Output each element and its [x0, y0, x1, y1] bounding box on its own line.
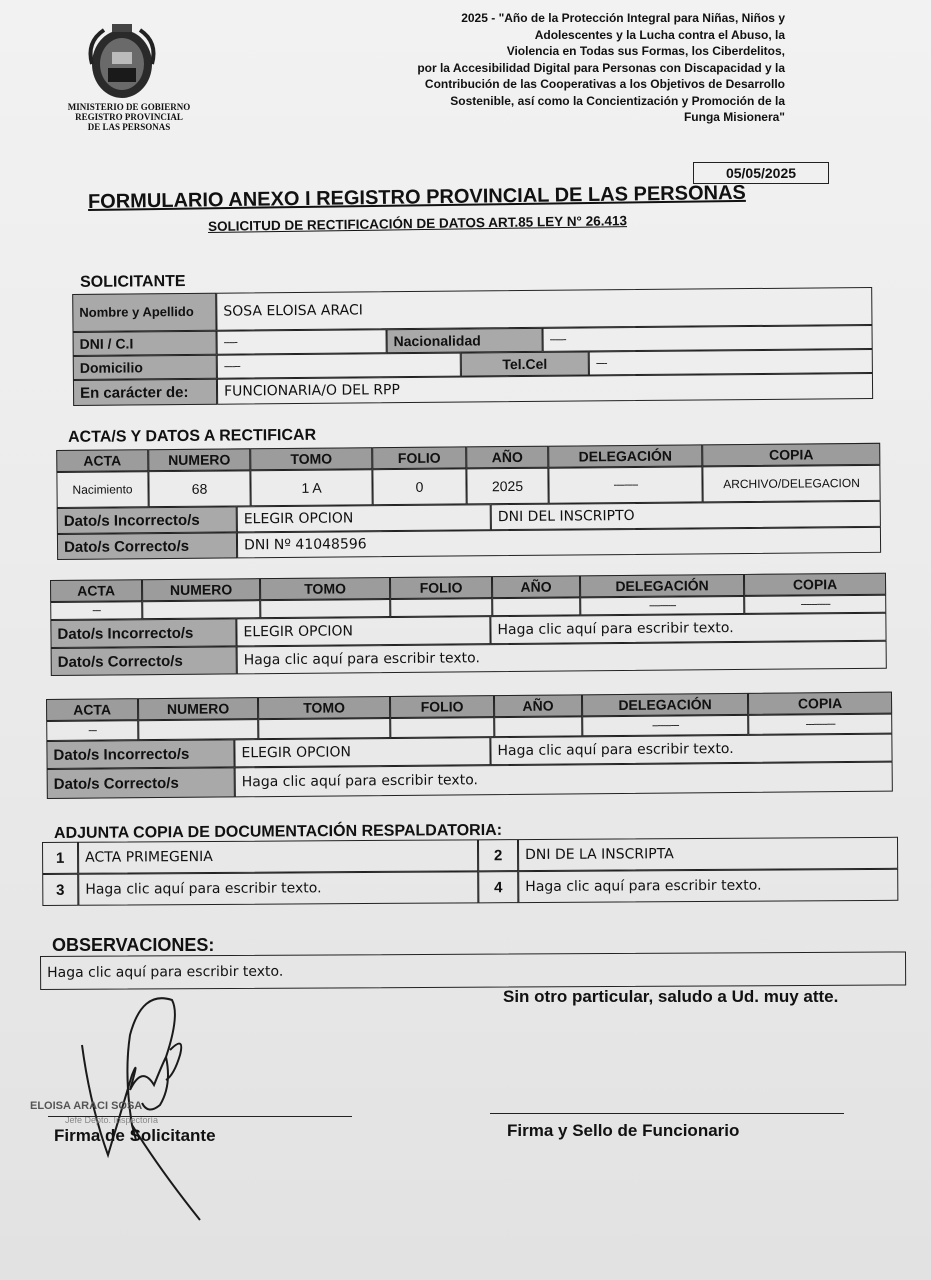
stamp-name: [30, 1100, 142, 1112]
solicitante-signature-label: Firma de Solicitante: [54, 1126, 216, 1145]
motto-line: Contribución de las Cooperativas a los Objetivos de Desarrollo: [424, 77, 785, 91]
header-copia: COPIA: [702, 443, 880, 467]
header-anio: AÑO: [466, 446, 548, 469]
observaciones-field[interactable]: Haga clic aquí para escribir texto.: [40, 951, 906, 990]
numero-field[interactable]: [138, 719, 258, 740]
dni-label: DNI / C.I: [73, 331, 217, 356]
correct-label: Dato/s Correcto/s: [51, 646, 237, 676]
header-tomo: TOMO: [258, 696, 390, 719]
adjunta-number: 1: [42, 842, 78, 874]
incorrect-value-field[interactable]: Haga clic aquí para escribir texto.: [490, 613, 886, 644]
header-copia: COPIA: [748, 692, 892, 715]
provincial-seal-logo: [78, 22, 166, 102]
anio-field[interactable]: [494, 716, 582, 737]
motto-line: Violencia en Todas sus Formas, los Ciberdelitos,: [506, 44, 785, 58]
anio-field[interactable]: 2025: [466, 468, 548, 505]
form-title: FORMULARIO ANEXO I REGISTRO PROVINCIAL DE LAS PERSONAS: [87, 181, 746, 213]
header-delegacion: DELEGACIÓN: [582, 693, 748, 716]
correct-label: Dato/s Correcto/s: [47, 767, 235, 799]
ministry-heading: [48, 102, 210, 132]
nacionalidad-label: Nacionalidad: [387, 328, 543, 353]
numero-field[interactable]: [142, 600, 260, 619]
domicilio-field[interactable]: ------: [217, 353, 461, 379]
correct-value-field[interactable]: Haga clic aquí para escribir texto.: [237, 641, 887, 675]
tomo-field[interactable]: [258, 718, 390, 739]
stamp-role: Jefe Depto. Inspectoría: [65, 1115, 159, 1125]
incorrect-option-select[interactable]: ELEGIR OPCION: [234, 737, 490, 767]
header-copia: COPIA: [744, 573, 886, 596]
caracter-field[interactable]: FUNCIONARIA/O DEL RPP: [217, 373, 873, 405]
correct-label: Dato/s Correcto/s: [57, 532, 237, 560]
adjunta-item-field[interactable]: Haga clic aquí para escribir texto.: [78, 871, 478, 905]
adjunta-number: 3: [42, 874, 78, 906]
header-folio: FOLIO: [372, 446, 466, 469]
adjunta-item-field[interactable]: DNI DE LA INSCRIPTA: [518, 837, 898, 871]
incorrect-label: Dato/s Incorrecto/s: [57, 506, 237, 534]
correct-value-field[interactable]: DNI Nº 41048596: [237, 527, 881, 559]
solicitante-signature-line: [48, 1116, 352, 1117]
header-numero: NUMERO: [148, 448, 250, 471]
adjunta-title: ADJUNTA COPIA DE DOCUMENTACIÓN RESPALDATORIA:: [53, 821, 503, 842]
ministry-line: MINISTERIO DE GOBIERNO: [67, 102, 191, 112]
acta-type-field[interactable]: ---: [46, 720, 138, 741]
header-delegacion: DELEGACIÓN: [548, 444, 702, 467]
header-anio: AÑO: [494, 694, 582, 717]
copia-field[interactable]: ARCHIVO/DELEGACION: [702, 465, 880, 503]
adjunta-item-field[interactable]: Haga clic aquí para escribir texto.: [518, 869, 898, 903]
caracter-label: En carácter de:: [73, 379, 217, 406]
adjunta-number: 2: [478, 839, 518, 871]
motto-line: por la Accesibilidad Digital para Personas con Discapacidad y la: [417, 60, 785, 75]
solicitante-section: [68, 265, 881, 408]
header-delegacion: DELEGACIÓN: [580, 574, 744, 597]
incorrect-label: Dato/s Incorrecto/s: [50, 618, 236, 648]
header-folio: FOLIO: [390, 576, 492, 599]
incorrect-value-field[interactable]: Haga clic aquí para escribir texto.: [490, 734, 892, 766]
funcionario-signature-label: Firma y Sello de Funcionario: [507, 1121, 740, 1140]
header-tomo: TOMO: [250, 447, 372, 470]
correct-value-field[interactable]: Haga clic aquí para escribir texto.: [235, 762, 893, 798]
header-anio: AÑO: [492, 575, 580, 598]
header-numero: NUMERO: [142, 578, 260, 601]
nombre-label: Nombre y Apellido: [72, 293, 216, 332]
ministry-line: REGISTRO PROVINCIAL: [75, 112, 183, 122]
actas-title: ACTA/S Y DATOS A RECTIFICAR: [68, 426, 317, 446]
tomo-field[interactable]: [260, 599, 390, 618]
folio-field[interactable]: [390, 598, 492, 617]
motto-line: Funga Misionera": [683, 110, 785, 124]
incorrect-option-select[interactable]: ELEGIR OPCION: [236, 616, 490, 646]
nacionalidad-field[interactable]: ------: [543, 325, 873, 352]
header-acta: ACTA: [46, 698, 138, 721]
anio-field[interactable]: [492, 597, 580, 616]
acta-type-field[interactable]: Nacimiento: [56, 471, 148, 508]
solicitante-title: SOLICITANTE: [80, 272, 186, 291]
header-numero: NUMERO: [138, 697, 258, 720]
incorrect-option-select[interactable]: ELEGIR OPCION: [237, 504, 491, 532]
acta-type-field[interactable]: ---: [50, 601, 142, 620]
acta-table-3: [46, 692, 897, 803]
stamp-name-text: ELOISA ARACI SOSA: [30, 1100, 143, 1112]
copia-field[interactable]: -----------: [748, 714, 892, 735]
header-acta: ACTA: [56, 449, 148, 472]
tomo-field[interactable]: 1 A: [250, 469, 372, 506]
adjunta-number: 4: [478, 871, 518, 903]
folio-field[interactable]: [390, 717, 494, 738]
telcel-field[interactable]: ----: [589, 349, 873, 375]
dni-field[interactable]: -----: [217, 329, 387, 354]
acta-table-1: [56, 421, 885, 562]
motto-line: 2025 - "Año de la Protección Integral para Niñas, Niños y: [461, 11, 785, 25]
observaciones-title: OBSERVACIONES:: [52, 935, 215, 955]
acta-table-2: [50, 573, 891, 680]
ministry-line: DE LAS PERSONAS: [87, 122, 171, 132]
adjunta-item-field[interactable]: ACTA PRIMEGENIA: [78, 839, 478, 873]
copia-field[interactable]: -----------: [744, 595, 886, 614]
incorrect-value-field[interactable]: DNI DEL INSCRIPTO: [491, 501, 881, 530]
form-subtitle: SOLICITUD DE RECTIFICACIÓN DE DATOS ART.85 LEY N° 26.413: [207, 213, 628, 234]
date-box: 05/05/2025: [693, 162, 829, 184]
numero-field[interactable]: 68: [148, 470, 250, 507]
delegacion-field[interactable]: ----------: [582, 715, 748, 736]
year-motto: [340, 10, 785, 126]
motto-line: Sostenible, así como la Concientización y Promoción de la: [450, 93, 785, 108]
telcel-label: Tel.Cel: [461, 351, 589, 376]
motto-line: Adolescentes y la Lucha contra el Abuso, la: [534, 27, 785, 42]
delegacion-field[interactable]: ---------: [548, 466, 702, 503]
funcionario-signature-line: [490, 1113, 844, 1114]
delegacion-field[interactable]: ----------: [580, 596, 744, 615]
header-tomo: TOMO: [260, 577, 390, 600]
nombre-field[interactable]: SOSA ELOISA ARACI: [216, 287, 872, 331]
header-acta: ACTA: [50, 579, 142, 602]
closing-text: Sin otro particular, saludo a Ud. muy atte.: [503, 987, 839, 1006]
adjunta-table: [42, 837, 902, 908]
domicilio-label: Domicilio: [73, 355, 217, 380]
folio-field[interactable]: 0: [372, 468, 466, 505]
header-folio: FOLIO: [390, 695, 494, 718]
incorrect-label: Dato/s Incorrecto/s: [46, 739, 234, 769]
